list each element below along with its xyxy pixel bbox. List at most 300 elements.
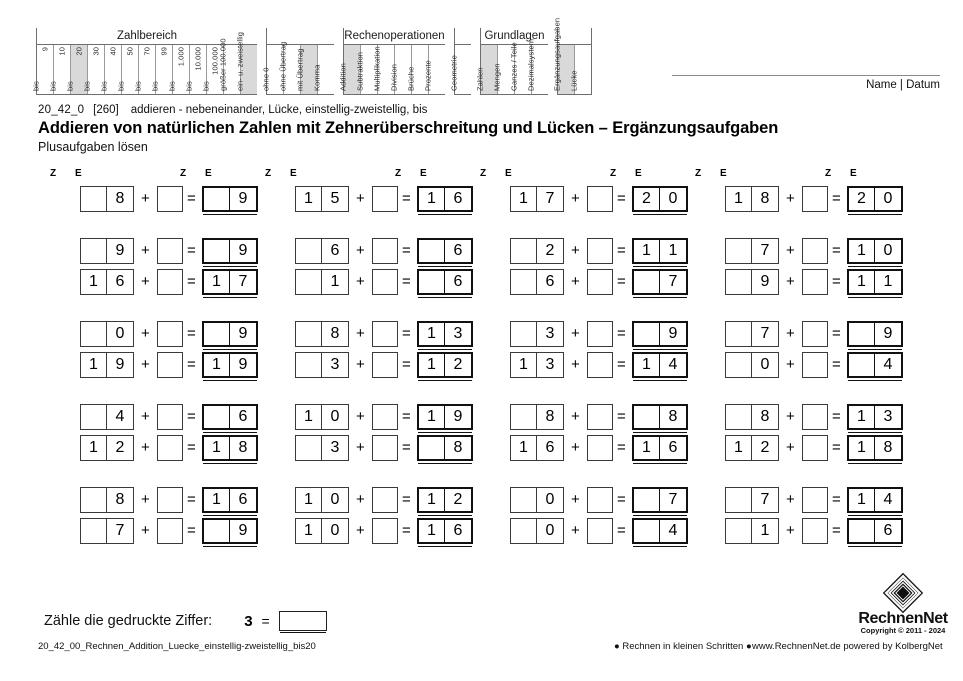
plus-operator: +	[141, 325, 150, 342]
addend-ones-digit: 9	[115, 356, 125, 373]
count-digit-task	[44, 611, 327, 635]
addend-tens-digit	[511, 488, 537, 512]
category-group	[449, 28, 471, 95]
category-cells	[475, 38, 548, 95]
block-spacer	[251, 381, 466, 402]
category-group	[338, 28, 445, 95]
category-cell-label: Ganzes / Teile	[509, 42, 519, 91]
addend-ones-digit: 2	[115, 439, 125, 456]
addend-ones-digit: 1	[760, 522, 770, 539]
missing-addend-input[interactable]	[802, 186, 828, 212]
addend-box	[510, 352, 564, 378]
addend-ones-digit: 8	[545, 408, 555, 425]
result-box	[632, 352, 688, 378]
missing-addend-input[interactable]	[157, 435, 183, 461]
equals-operator: =	[617, 273, 626, 290]
header-ones-addend: E	[75, 168, 83, 179]
addend-ones-digit: 2	[545, 242, 555, 259]
plus-operator: +	[141, 190, 150, 207]
missing-addend-input[interactable]	[802, 404, 828, 430]
addend-tens-digit: 1	[511, 187, 537, 211]
category-group	[31, 28, 257, 95]
equation-row	[681, 319, 896, 350]
equation-row	[681, 350, 896, 381]
plus-operator: +	[786, 325, 795, 342]
result-ones-digit: 8	[453, 439, 463, 456]
equals-operator: =	[187, 491, 196, 508]
result-ones-digit: 4	[668, 356, 678, 373]
addend-box	[510, 269, 564, 295]
header-tens-addend: Z	[265, 168, 272, 179]
result-box	[847, 487, 903, 513]
category-cell-label: Lücke	[569, 70, 579, 91]
addend-tens-digit	[81, 488, 107, 512]
worksheet-meta-line	[38, 104, 427, 116]
addend-box	[725, 487, 779, 513]
place-value-header	[36, 168, 251, 184]
block-spacer	[251, 464, 466, 485]
equation-row	[251, 236, 466, 267]
category-group	[475, 28, 548, 95]
equation-row	[251, 433, 466, 464]
plus-operator: +	[356, 325, 365, 342]
missing-addend-input[interactable]	[587, 186, 613, 212]
equation-row	[251, 516, 466, 547]
result-tens-digit: 1	[419, 520, 445, 542]
equation-row	[36, 350, 251, 381]
result-tens-digit: 1	[204, 489, 230, 511]
missing-addend-input[interactable]	[157, 238, 183, 264]
result-ones-digit: 9	[668, 325, 678, 342]
category-group	[552, 17, 592, 95]
addend-ones-digit: 3	[330, 439, 340, 456]
equals-operator: =	[832, 408, 841, 425]
header-tens-addend: Z	[695, 168, 702, 179]
equals-operator: =	[617, 242, 626, 259]
missing-addend-input[interactable]	[157, 352, 183, 378]
result-box	[632, 269, 688, 295]
addend-box	[725, 518, 779, 544]
missing-addend-input[interactable]	[587, 404, 613, 430]
missing-addend-input[interactable]	[157, 487, 183, 513]
result-box	[847, 186, 903, 212]
equation-row	[466, 267, 681, 298]
result-ones-digit: 7	[668, 491, 678, 508]
result-box	[202, 238, 258, 264]
worksheet-description: addieren - nebeneinander, Lücke, einstellig-zweistellig, bis	[130, 104, 428, 116]
result-ones-digit: 7	[668, 273, 678, 290]
block-spacer	[681, 381, 896, 402]
result-tens-digit: 1	[634, 240, 660, 262]
missing-addend-input[interactable]	[372, 435, 398, 461]
addend-tens-digit	[726, 353, 752, 377]
addend-ones-digit: 6	[330, 242, 340, 259]
addend-box	[295, 518, 349, 544]
addend-tens-digit	[511, 239, 537, 263]
count-task-answer-box[interactable]	[279, 611, 327, 631]
result-box	[847, 435, 903, 461]
missing-addend-input[interactable]	[802, 487, 828, 513]
equals-operator: =	[617, 356, 626, 373]
category-cell-label: Zahlen	[475, 67, 485, 91]
addend-box	[80, 186, 134, 212]
category-cell-label: Subtraktion	[355, 51, 365, 91]
plus-operator: +	[786, 190, 795, 207]
result-box	[847, 238, 903, 264]
missing-addend-input[interactable]	[372, 352, 398, 378]
category-group-title: Zahlbereich	[116, 30, 178, 42]
category-cell-prefix: bis	[116, 81, 126, 91]
equation-row	[36, 184, 251, 215]
addend-tens-digit	[296, 270, 322, 294]
addend-tens-digit	[726, 322, 752, 346]
addend-tens-digit	[511, 519, 537, 543]
addend-ones-digit: 7	[115, 522, 125, 539]
equals-operator: =	[617, 491, 626, 508]
equation-row	[36, 433, 251, 464]
category-cells	[261, 41, 334, 95]
result-box	[417, 487, 473, 513]
category-cell-prefix: bis	[65, 81, 75, 91]
result-ones-digit: 6	[453, 190, 463, 207]
category-cell-label: größer 100.000	[218, 38, 228, 91]
result-ones-digit: 6	[453, 242, 463, 259]
plus-operator: +	[141, 242, 150, 259]
missing-addend-input[interactable]	[802, 238, 828, 264]
addend-ones-digit: 8	[760, 190, 770, 207]
result-tens-digit	[849, 520, 875, 542]
result-tens-digit: 1	[419, 188, 445, 210]
result-ones-digit: 9	[883, 325, 893, 342]
category-cell[interactable]	[569, 45, 591, 94]
missing-addend-input[interactable]	[802, 269, 828, 295]
result-tens-digit	[419, 437, 445, 459]
category-group-title: Rechenoperationen	[344, 30, 445, 42]
equals-operator: =	[832, 522, 841, 539]
problem-column	[466, 168, 681, 547]
equation-row	[36, 402, 251, 433]
result-ones-digit: 3	[883, 408, 893, 425]
plus-operator: +	[141, 356, 150, 373]
missing-addend-input[interactable]	[157, 404, 183, 430]
equation-row	[466, 433, 681, 464]
category-cell-label: Multiplikation	[372, 46, 382, 91]
result-ones-digit: 8	[668, 408, 678, 425]
addend-box	[510, 518, 564, 544]
addend-tens-digit	[296, 322, 322, 346]
equation-row	[466, 319, 681, 350]
addend-tens-digit	[296, 436, 322, 460]
addend-ones-digit: 0	[760, 356, 770, 373]
category-cell-label: ein- u. zweistellig	[235, 31, 245, 91]
addend-box	[725, 321, 779, 347]
missing-addend-input[interactable]	[372, 321, 398, 347]
addend-box	[80, 435, 134, 461]
missing-addend-input[interactable]	[802, 518, 828, 544]
plus-operator: +	[356, 491, 365, 508]
plus-operator: +	[141, 408, 150, 425]
addend-box	[510, 487, 564, 513]
result-tens-digit	[849, 354, 875, 376]
page-subtitle: Plusaufgaben lösen	[38, 140, 148, 154]
result-tens-digit: 1	[204, 354, 230, 376]
category-cell-label: Geometrie	[449, 55, 459, 91]
category-cell[interactable]	[449, 45, 471, 94]
equals-operator: =	[187, 273, 196, 290]
footer-tagline: ● Rechnen in kleinen Schritten ●	[614, 641, 752, 652]
result-tens-digit	[419, 240, 445, 262]
addend-box	[80, 487, 134, 513]
plus-operator: +	[786, 356, 795, 373]
result-ones-digit: 1	[668, 242, 678, 259]
result-ones-digit: 6	[238, 408, 248, 425]
addend-ones-digit: 4	[115, 408, 125, 425]
equals-operator: =	[832, 325, 841, 342]
result-tens-digit	[634, 271, 660, 293]
missing-addend-input[interactable]	[372, 238, 398, 264]
addend-box	[510, 321, 564, 347]
addend-ones-digit: 0	[330, 491, 340, 508]
equation-row	[36, 267, 251, 298]
equals-operator: =	[617, 190, 626, 207]
equation-row	[466, 350, 681, 381]
place-value-header	[681, 168, 896, 184]
missing-addend-input[interactable]	[587, 435, 613, 461]
addend-tens-digit	[81, 239, 107, 263]
header-tens-result: Z	[395, 168, 402, 179]
category-cell-prefix: bis	[184, 81, 194, 91]
result-tens-digit: 1	[419, 323, 445, 345]
header-ones-result: E	[420, 168, 428, 179]
result-box	[202, 352, 258, 378]
plus-operator: +	[571, 325, 580, 342]
result-tens-digit	[634, 323, 660, 345]
addend-box	[510, 238, 564, 264]
plus-operator: +	[571, 356, 580, 373]
addend-box	[80, 269, 134, 295]
plus-operator: +	[786, 408, 795, 425]
category-cell[interactable]	[235, 31, 257, 94]
missing-addend-input[interactable]	[587, 352, 613, 378]
missing-addend-input[interactable]	[802, 352, 828, 378]
result-tens-digit	[204, 188, 230, 210]
result-box	[417, 435, 473, 461]
worksheet-number: [260]	[93, 104, 119, 116]
missing-addend-input[interactable]	[157, 518, 183, 544]
result-tens-digit	[634, 406, 660, 428]
category-cell-range: 10.000	[193, 47, 203, 71]
footer-url: www.RechnenNet.de powered by KolbergNet	[752, 641, 943, 652]
addend-ones-digit: 9	[115, 242, 125, 259]
name-datum-rule	[672, 75, 940, 76]
result-ones-digit: 0	[883, 190, 893, 207]
problem-column	[36, 168, 251, 547]
addend-ones-digit: 3	[330, 356, 340, 373]
missing-addend-input[interactable]	[587, 238, 613, 264]
missing-addend-input[interactable]	[372, 487, 398, 513]
category-cell-label: Division	[389, 63, 399, 91]
missing-addend-input[interactable]	[157, 269, 183, 295]
result-box	[632, 321, 688, 347]
name-datum-label: Name | Datum	[866, 79, 940, 91]
addend-tens-digit: 1	[81, 436, 107, 460]
missing-addend-input[interactable]	[802, 435, 828, 461]
result-tens-digit	[204, 406, 230, 428]
place-value-header	[251, 168, 466, 184]
result-box	[417, 404, 473, 430]
addend-box	[510, 435, 564, 461]
problem-column	[681, 168, 896, 547]
category-group-title	[558, 28, 591, 44]
block-spacer	[36, 298, 251, 319]
header-ones-result: E	[850, 168, 858, 179]
plus-operator: +	[141, 439, 150, 456]
addend-ones-digit: 5	[330, 190, 340, 207]
result-box	[202, 404, 258, 430]
header-tens-result: Z	[610, 168, 617, 179]
result-ones-digit: 8	[883, 439, 893, 456]
addend-tens-digit	[726, 488, 752, 512]
result-ones-digit: 9	[238, 242, 248, 259]
category-cell-range: 20	[74, 47, 84, 56]
plus-operator: +	[786, 273, 795, 290]
block-spacer	[466, 464, 681, 485]
addend-box	[725, 238, 779, 264]
count-task-equals: =	[261, 613, 270, 629]
missing-addend-input[interactable]	[372, 269, 398, 295]
equation-row	[466, 402, 681, 433]
block-spacer	[36, 381, 251, 402]
result-ones-digit: 9	[238, 522, 248, 539]
result-box	[847, 269, 903, 295]
equation-row	[251, 267, 466, 298]
category-cell-range: 1.000	[176, 47, 186, 67]
category-cells	[449, 44, 471, 95]
category-cells	[552, 17, 591, 95]
equals-operator: =	[402, 491, 411, 508]
addend-tens-digit	[81, 519, 107, 543]
equals-operator: =	[402, 325, 411, 342]
plus-operator: +	[356, 439, 365, 456]
addend-box	[295, 352, 349, 378]
missing-addend-input[interactable]	[157, 186, 183, 212]
block-spacer	[681, 298, 896, 319]
category-group-title	[267, 28, 334, 44]
category-cell[interactable]	[312, 45, 334, 94]
plus-operator: +	[786, 242, 795, 259]
result-ones-digit: 6	[453, 522, 463, 539]
problem-column	[251, 168, 466, 547]
header-tens-addend: Z	[480, 168, 487, 179]
addend-tens-digit: 1	[296, 519, 322, 543]
category-cell[interactable]	[526, 38, 548, 94]
addend-box	[295, 435, 349, 461]
missing-addend-input[interactable]	[802, 321, 828, 347]
plus-operator: +	[571, 439, 580, 456]
addend-ones-digit: 8	[760, 408, 770, 425]
addend-box	[80, 518, 134, 544]
addend-box	[725, 435, 779, 461]
missing-addend-input[interactable]	[372, 186, 398, 212]
missing-addend-input[interactable]	[157, 321, 183, 347]
result-box	[632, 435, 688, 461]
category-cell[interactable]	[423, 45, 445, 94]
equals-operator: =	[402, 356, 411, 373]
result-box	[632, 518, 688, 544]
equation-row	[36, 516, 251, 547]
addend-tens-digit	[726, 405, 752, 429]
plus-operator: +	[571, 408, 580, 425]
result-ones-digit: 4	[668, 522, 678, 539]
worksheet-code: 20_42_0	[38, 104, 85, 116]
missing-addend-input[interactable]	[372, 518, 398, 544]
category-cell-range: 30	[91, 47, 101, 56]
category-header-table	[31, 17, 592, 95]
equation-row	[36, 319, 251, 350]
equals-operator: =	[617, 408, 626, 425]
equation-row	[681, 236, 896, 267]
addend-box	[80, 352, 134, 378]
addend-box	[295, 404, 349, 430]
equals-operator: =	[402, 408, 411, 425]
plus-operator: +	[571, 522, 580, 539]
category-cell-label: Dezimalsystem	[526, 38, 536, 91]
result-ones-digit: 1	[883, 273, 893, 290]
addend-box	[725, 186, 779, 212]
addend-ones-digit: 7	[545, 190, 555, 207]
missing-addend-input[interactable]	[372, 404, 398, 430]
missing-addend-input[interactable]	[587, 518, 613, 544]
spiral-diamond-logo-icon	[877, 572, 929, 614]
category-cell-range: 70	[142, 47, 152, 56]
addend-tens-digit: 1	[296, 187, 322, 211]
addend-ones-digit: 1	[330, 273, 340, 290]
result-ones-digit: 0	[668, 190, 678, 207]
addend-ones-digit: 8	[115, 190, 125, 207]
equals-operator: =	[832, 439, 841, 456]
addend-box	[295, 321, 349, 347]
addend-box	[80, 321, 134, 347]
equals-operator: =	[402, 242, 411, 259]
result-tens-digit: 1	[204, 271, 230, 293]
plus-operator: +	[141, 273, 150, 290]
equation-row	[681, 402, 896, 433]
result-tens-digit	[634, 520, 660, 542]
result-tens-digit: 1	[634, 437, 660, 459]
missing-addend-input[interactable]	[587, 487, 613, 513]
addend-ones-digit: 0	[330, 408, 340, 425]
block-spacer	[681, 215, 896, 236]
missing-addend-input[interactable]	[587, 321, 613, 347]
plus-operator: +	[571, 242, 580, 259]
result-tens-digit: 1	[849, 489, 875, 511]
result-box	[632, 186, 688, 212]
result-box	[632, 238, 688, 264]
addend-box	[510, 404, 564, 430]
missing-addend-input[interactable]	[587, 269, 613, 295]
rechnennet-logo	[855, 572, 951, 634]
result-ones-digit: 7	[238, 273, 248, 290]
addend-tens-digit: 1	[511, 353, 537, 377]
equation-row	[681, 267, 896, 298]
category-cell-label: Mengen	[492, 63, 502, 91]
addend-ones-digit: 3	[545, 325, 555, 342]
result-box	[417, 321, 473, 347]
addend-box	[725, 352, 779, 378]
equals-operator: =	[187, 242, 196, 259]
place-value-header	[466, 168, 681, 184]
result-box	[632, 404, 688, 430]
